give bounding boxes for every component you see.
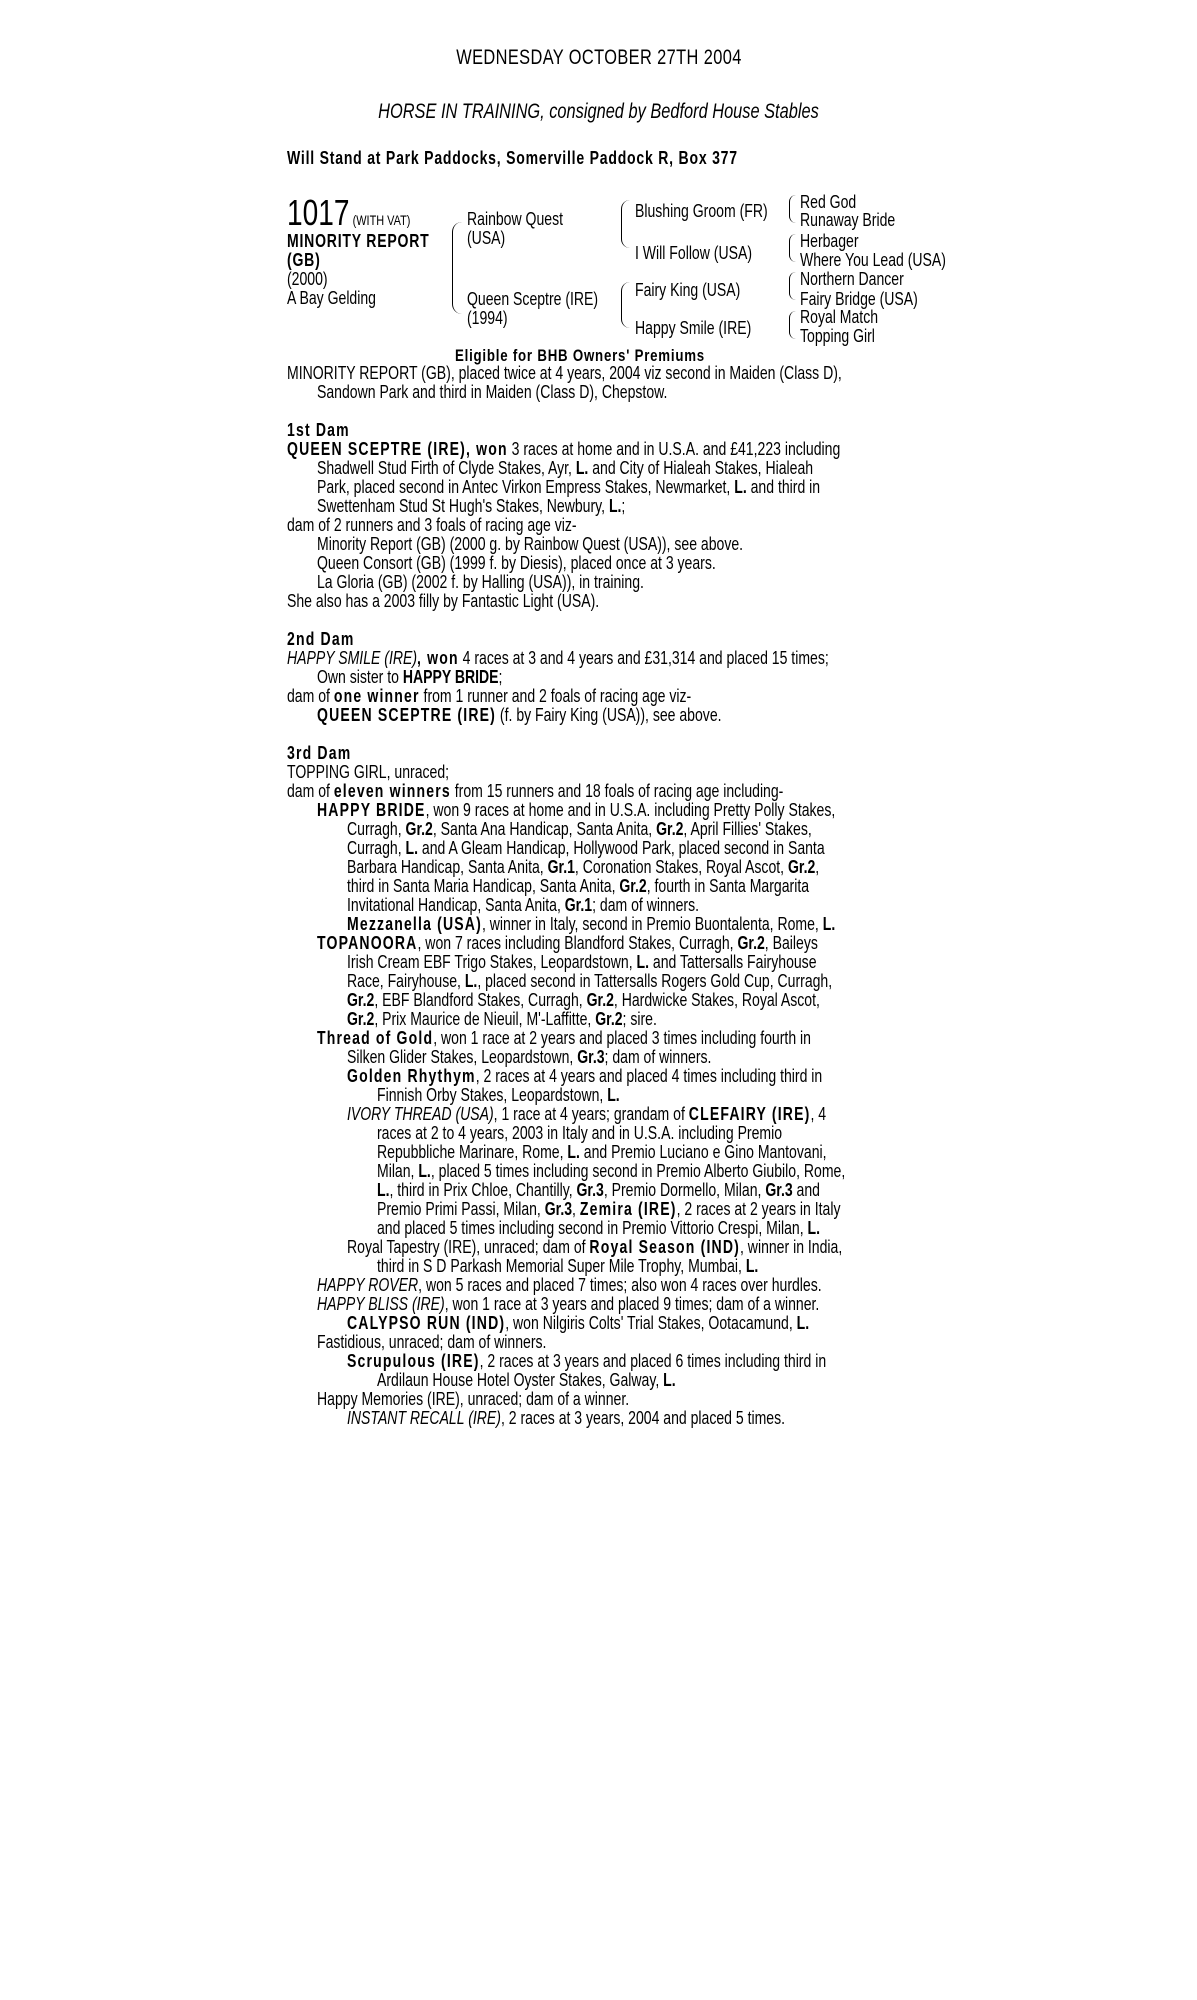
produce-line: INSTANT RECALL (IRE), 2 races at 3 years, 2004 and placed 5 times. bbox=[347, 1408, 786, 1428]
produce-line: Premio Primi Passi, Milan, Gr.3, Zemira (IRE), 2 races at 2 years in Italy bbox=[377, 1199, 841, 1219]
section-heading-2nd-dam: 2nd Dam bbox=[287, 629, 355, 649]
race-record-line: MINORITY REPORT (GB), placed twice at 4 years, 2004 viz second in Maiden (Class D), bbox=[287, 363, 842, 383]
dam-line: Own sister to HAPPY BRIDE; bbox=[317, 667, 503, 687]
produce-line: third in S D Parkash Memorial Super Mile Trophy, Mumbai, L. bbox=[377, 1256, 759, 1276]
produce-line: and placed 5 times including second in Premio Vittorio Crespi, Milan, L. bbox=[377, 1218, 821, 1238]
produce-line: Minority Report (GB) (2000 g. by Rainbow Quest (USA)), see above. bbox=[317, 534, 744, 554]
dam-line: Swettenham Stud St Hugh's Stakes, Newbury, L.; bbox=[317, 496, 626, 516]
stand-location: Will Stand at Park Paddocks, Somerville Paddock R, Box 377 bbox=[287, 148, 738, 168]
produce-line: QUEEN SCEPTRE (IRE) (f. by Fairy King (USA)), see above. bbox=[317, 705, 722, 725]
pedigree-bracket-sire bbox=[621, 200, 630, 248]
horse-name: MINORITY REPORT bbox=[287, 231, 430, 251]
pedigree-ssd: Runaway Bride bbox=[800, 210, 896, 230]
pedigree-sire: Rainbow Quest (USA) bbox=[467, 209, 564, 248]
dam-line: dam of eleven winners from 15 runners and 18 foals of racing age including- bbox=[287, 781, 784, 801]
pedigree-sdd: Where You Lead (USA) bbox=[800, 250, 946, 270]
produce-line: Gr.2, Prix Maurice de Nieuil, M'-Laffitte, Gr.2; sire. bbox=[347, 1009, 657, 1029]
produce-line: La Gloria (GB) (2002 f. by Halling (USA)), in training. bbox=[317, 572, 644, 592]
produce-line: Silken Glider Stakes, Leopardstown, Gr.3; dam of winners. bbox=[347, 1047, 712, 1067]
sale-date: WEDNESDAY OCTOBER 27TH 2004 bbox=[455, 46, 742, 69]
produce-line: Scrupulous (IRE), 2 races at 3 years and placed 6 times including third in bbox=[347, 1351, 827, 1371]
dam-line: dam of 2 runners and 3 foals of racing age viz- bbox=[287, 515, 577, 535]
produce-line: CALYPSO RUN (IND), won Nilgiris Colts' Trial Stakes, Ootacamund, L. bbox=[347, 1313, 810, 1333]
produce-line: L., third in Prix Chloe, Chantilly, Gr.3, Premio Dormello, Milan, Gr.3 and bbox=[377, 1180, 820, 1200]
produce-line: Queen Consort (GB) (1999 f. by Diesis), placed once at 3 years. bbox=[317, 553, 716, 573]
produce-line: Curragh, L. and A Gleam Handicap, Hollywood Park, placed second in Santa bbox=[347, 838, 825, 858]
section-heading-1st-dam: 1st Dam bbox=[287, 420, 350, 440]
produce-line: races at 2 to 4 years, 2003 in Italy and in U.S.A. including Premio bbox=[377, 1123, 783, 1143]
dam-line: QUEEN SCEPTRE (IRE), won 3 races at home and in U.S.A. and £41,223 including bbox=[287, 439, 841, 459]
produce-line: Barbara Handicap, Santa Anita, Gr.1, Coronation Stakes, Royal Ascot, Gr.2, bbox=[347, 857, 820, 877]
horse-country: (GB) bbox=[287, 250, 321, 270]
horse-description: A Bay Gelding bbox=[287, 288, 376, 308]
produce-line: IVORY THREAD (USA), 1 race at 4 years; grandam of CLEFAIRY (IRE), 4 bbox=[347, 1104, 827, 1124]
produce-line: TOPANOORA, won 7 races including Blandford Stakes, Curragh, Gr.2, Baileys bbox=[317, 933, 818, 953]
produce-line: Milan, L., placed 5 times including second in Premio Alberto Giubilo, Rome, bbox=[377, 1161, 846, 1181]
produce-line: Royal Tapestry (IRE), unraced; dam of Royal Season (IND), winner in India, bbox=[347, 1237, 843, 1257]
dam-line: dam of one winner from 1 runner and 2 foals of racing age viz- bbox=[287, 686, 692, 706]
pedigree-bracket-sd bbox=[789, 234, 796, 262]
produce-line: Thread of Gold, won 1 race at 2 years and placed 3 times including fourth in bbox=[317, 1028, 811, 1048]
pedigree-bracket-dam bbox=[621, 282, 630, 328]
dam-line: Shadwell Stud Firth of Clyde Stakes, Ayr, L. and City of Hialeah Stakes, Hialeah bbox=[317, 458, 814, 478]
catalogue-body bbox=[287, 364, 927, 1428]
pedigree-ddd: Topping Girl bbox=[800, 326, 875, 346]
lot-number: 1017 (WITH VAT) bbox=[287, 192, 411, 233]
pedigree-dam-dam: Happy Smile (IRE) bbox=[635, 318, 752, 338]
pedigree-bracket-ds bbox=[789, 272, 796, 300]
produce-line: Invitational Handicap, Santa Anita, Gr.1; dam of winners. bbox=[347, 895, 699, 915]
pedigree-bracket-dd bbox=[789, 311, 796, 339]
horse-year: (2000) bbox=[287, 269, 328, 289]
pedigree-sire-sire: Blushing Groom (FR) bbox=[635, 201, 768, 221]
pedigree-bracket-main bbox=[452, 222, 463, 314]
bhb-eligibility: Eligible for BHB Owners' Premiums bbox=[455, 346, 705, 365]
produce-line: Happy Memories (IRE), unraced; dam of a winner. bbox=[317, 1389, 630, 1409]
race-record-line: Sandown Park and third in Maiden (Class D), Chepstow. bbox=[317, 382, 668, 402]
produce-line: third in Santa Maria Handicap, Santa Anita, Gr.2, fourth in Santa Margarita bbox=[347, 876, 810, 896]
produce-line: Irish Cream EBF Trigo Stakes, Leopardstown, L. and Tattersalls Fairyhouse bbox=[347, 952, 817, 972]
pedigree-bracket-ss bbox=[789, 195, 796, 223]
pedigree-sds: Herbager bbox=[800, 231, 859, 251]
pedigree-sss: Red God bbox=[800, 192, 857, 212]
pedigree-dds: Royal Match bbox=[800, 307, 879, 327]
pedigree-dam: Queen Sceptre (IRE) (1994) bbox=[467, 289, 599, 328]
dam-line: HAPPY SMILE (IRE), won 4 races at 3 and 4 years and £31,314 and placed 15 times; bbox=[287, 648, 829, 668]
produce-line: Ardilaun House Hotel Oyster Stakes, Galway, L. bbox=[377, 1370, 676, 1390]
produce-line: Gr.2, EBF Blandford Stakes, Curragh, Gr.2, Hardwicke Stakes, Royal Ascot, bbox=[347, 990, 820, 1010]
produce-line: Curragh, Gr.2, Santa Ana Handicap, Santa Anita, Gr.2, April Fillies' Stakes, bbox=[347, 819, 812, 839]
dam-line: Park, placed second in Antec Virkon Empress Stakes, Newmarket, L. and third in bbox=[317, 477, 821, 497]
pedigree-dam-sire: Fairy King (USA) bbox=[635, 280, 741, 300]
produce-line: Finnish Orby Stakes, Leopardstown, L. bbox=[377, 1085, 620, 1105]
dam-line: TOPPING GIRL, unraced; bbox=[287, 762, 450, 782]
produce-line: Repubbliche Marinare, Rome, L. and Premio Luciano e Gino Mantovani, bbox=[377, 1142, 827, 1162]
pedigree-dsd: Fairy Bridge (USA) bbox=[800, 289, 918, 309]
produce-line: She also has a 2003 filly by Fantastic Light (USA). bbox=[287, 591, 600, 611]
vat-note: (WITH VAT) bbox=[352, 212, 411, 228]
consignment-line: HORSE IN TRAINING, consigned by Bedford House Stables bbox=[378, 100, 819, 123]
produce-line: Mezzanella (USA), winner in Italy, second in Premio Buontalenta, Rome, L. bbox=[347, 914, 836, 934]
pedigree-dss: Northern Dancer bbox=[800, 269, 904, 289]
produce-line: HAPPY ROVER, won 5 races and placed 7 times; also won 4 races over hurdles. bbox=[317, 1275, 822, 1295]
horse-info bbox=[287, 232, 470, 308]
section-heading-3rd-dam: 3rd Dam bbox=[287, 743, 352, 763]
produce-line: Race, Fairyhouse, L., placed second in Tattersalls Rogers Gold Cup, Curragh, bbox=[347, 971, 833, 991]
produce-line: HAPPY BLISS (IRE), won 1 race at 3 years and placed 9 times; dam of a winner. bbox=[317, 1294, 820, 1314]
produce-line: Golden Rhythym, 2 races at 4 years and placed 4 times including third in bbox=[347, 1066, 823, 1086]
produce-line: HAPPY BRIDE, won 9 races at home and in U.S.A. including Pretty Polly Stakes, bbox=[317, 800, 836, 820]
pedigree-sire-dam: I Will Follow (USA) bbox=[635, 243, 753, 263]
produce-line: Fastidious, unraced; dam of winners. bbox=[317, 1332, 547, 1352]
